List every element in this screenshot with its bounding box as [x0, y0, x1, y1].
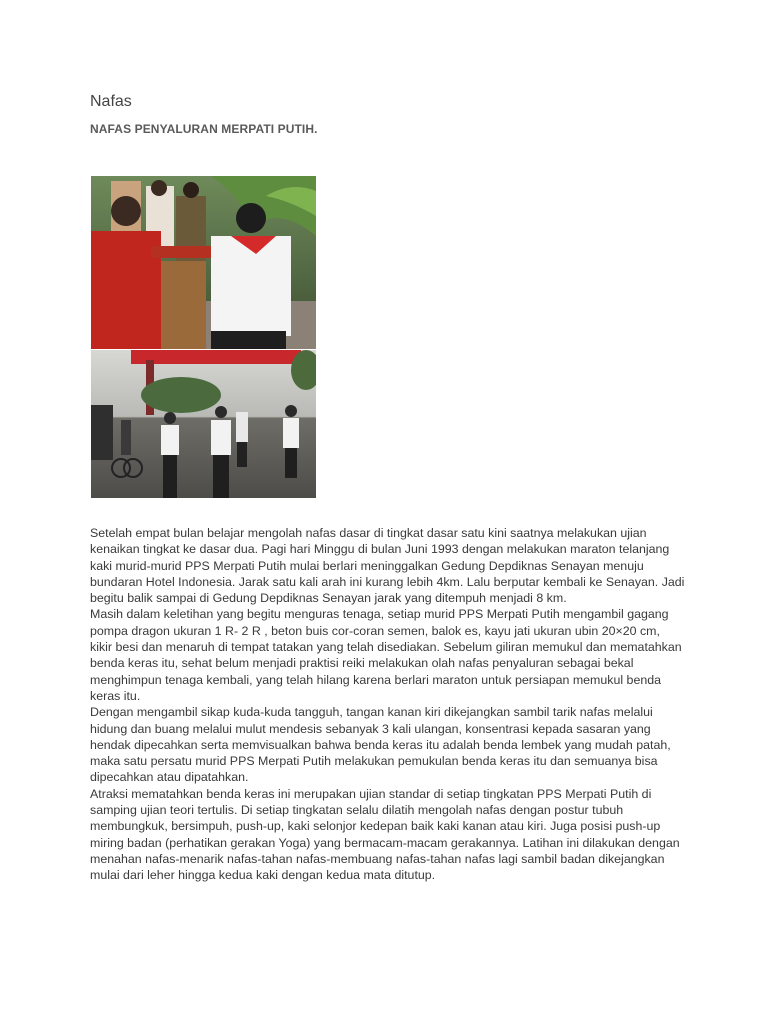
paragraph: Dengan mengambil sikap kuda-kuda tangguh, tangan kanan kiri dikejangkan sambil tarik nafas melalui hidung dan buang melalui mulut mendesis sebanyak 3 kali ulangan, konsentrasi kepada sasaran yang hendak dipecahkan serta memvisualkan bahwa benda keras itu adalah benda lembek yang mudah patah, maka satu persatu murid PPS Merpati Putih melakukan pemukulan benda keras itu dan semuanya bisa dipecahkan atau dipatahkan.: [90, 705, 671, 785]
training-photo-top: [91, 176, 316, 349]
paragraph: Setelah empat bulan belajar mengolah nafas dasar di tingkat dasar satu kini saatnya melakukan ujian kenaikan tingkat ke dasar dua. Pagi hari Minggu di bulan Juni 1993 dengan melakukan maraton telanjang kaki murid-murid PPS Merpati Putih mulai berlari meninggalkan Gedung Depdiknas Senayan menuju bundaran Hotel Indonesia. Jarak satu kali arah ini kurang lebih 4km. Lalu berputar kembali ke Senayan. Jadi begitu balik sampai di Gedung Depdiknas Senayan jarak yang ditempuh menjadi 8 km.: [90, 526, 685, 606]
paragraph: Atraksi mematahkan benda keras ini merupakan ujian standar di setiap tingkatan PPS Merpati Putih di samping ujian teori tertulis. Di setiap tingkatan selalu dilatih mengolah nafas dengan postur tubuh membungkuk, bersimpuh, push-up, kaki selonjor kedepan baik kaki kanan atau kiri. Juga posisi push-up miring badan (perhatikan gerakan Yoga) yang bermacam-macam gerakannya. Latihan ini dilakukan dengan menahan nafas-menarik nafas-tahan nafas-membuang nafas-tahan nafas lagi sambil badan dikejangkan mulai dari leher hingga kedua kaki dengan kedua mata ditutup.: [90, 786, 680, 883]
marathon-photo: [91, 350, 316, 498]
page-title: Nafas: [90, 93, 132, 110]
page-subtitle: NAFAS PENYALURAN MERPATI PUTIH.: [90, 122, 318, 136]
paragraph: Masih dalam keletihan yang begitu menguras tenaga, setiap murid PPS Merpati Putih mengambil gagang pompa dragon ukuran 1 R- 2 R , beton buis cor-coran semen, balok es, kayu jati ukuran ubin 20×20 cm, kikir besi dan menaruh di tempat tatakan yang telah disediakan. Sebelum giliran memukul dan mematahkan benda keras itu, sehat belum menjadi praktisi reiki melakukan olah nafas penyaluran sebagai bekal menghimpun tenaga kembali, yang telah hilang karena berlari maraton untuk persiapan memukul benda keras itu.: [90, 607, 682, 703]
article-body: [90, 525, 685, 884]
